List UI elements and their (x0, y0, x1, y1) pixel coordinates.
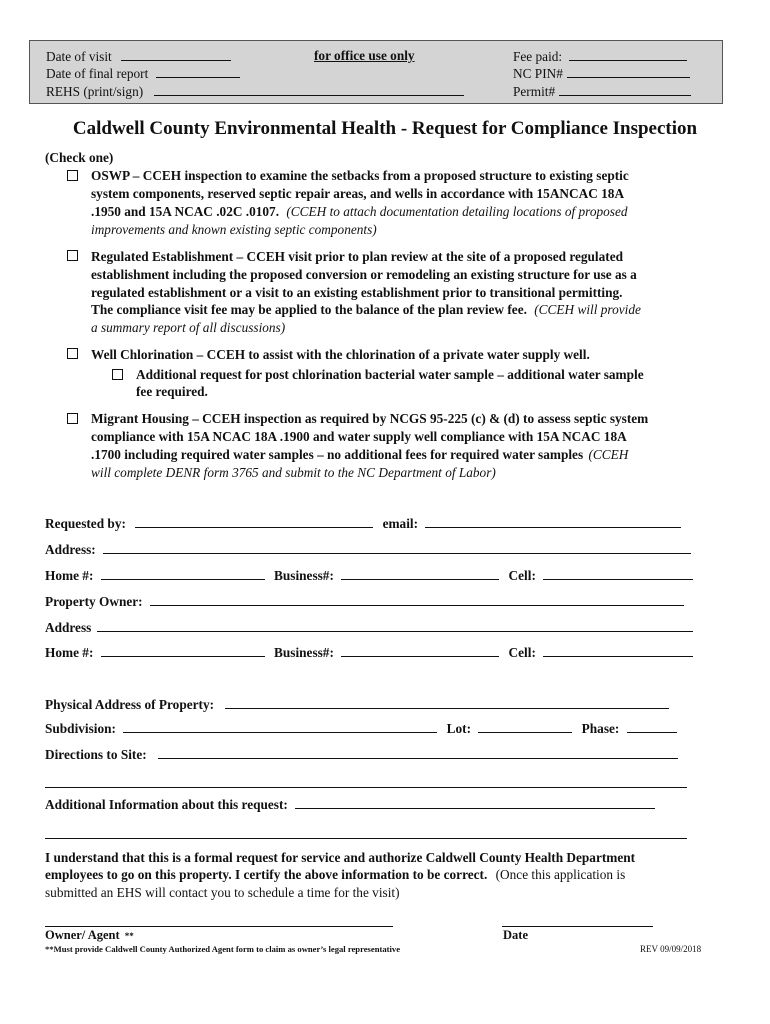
date-of-visit-label: Date of visit (46, 49, 112, 64)
date-signature-line[interactable] (502, 925, 653, 927)
nc-pin-label: NC PIN# (513, 66, 563, 81)
cell-label-1: Cell: (508, 568, 536, 583)
fee-paid-row (513, 49, 687, 65)
oswp-line-3 (91, 204, 628, 220)
additional-info-label: Additional Information about this request: (45, 797, 288, 812)
regulated-line-4 (91, 302, 641, 318)
owner-agent-footnote-mark: ** (124, 931, 134, 941)
subdivision-field[interactable] (123, 731, 437, 733)
migrant-line-4-note: will complete DENR form 3765 and submit to the NC Department of Labor) (91, 465, 496, 480)
migrant-line-3-note: (CCEH (588, 447, 629, 462)
home-field-2[interactable] (101, 655, 265, 657)
cell-field-1[interactable] (543, 578, 693, 580)
business-field-1[interactable] (341, 578, 499, 580)
email-field[interactable] (425, 526, 681, 528)
oswp-line-3-text: .1950 and 15A NCAC .02C .0107. (91, 204, 280, 219)
home-field-1[interactable] (101, 578, 265, 580)
address-row (45, 542, 691, 558)
requested-by-label: Requested by: (45, 516, 126, 531)
date-of-final-report-blank[interactable] (156, 76, 240, 78)
permit-blank[interactable] (559, 94, 691, 96)
statement-line-2-bold: employees to go on this property. I certify the above information to be correct. (45, 867, 488, 882)
statement-line-1: I understand that this is a formal request for service and authorize Caldwell County Health Department (45, 850, 636, 865)
additional-info-row (45, 797, 655, 813)
owner-agent-row (45, 928, 134, 943)
business-field-2[interactable] (341, 655, 499, 657)
regulated-line-5-note: a summary report of all discussions) (91, 320, 286, 335)
owner-address-label: Address (45, 620, 92, 635)
migrant-line-3 (91, 447, 628, 463)
oswp-line-3-note: (CCEH to attach documentation detailing locations of proposed (286, 204, 628, 219)
regulated-line-1: Regulated Establishment – CCEH visit prior to plan review at the site of a proposed regulated (91, 249, 623, 264)
bacterial-sample-checkbox[interactable] (112, 369, 123, 380)
cell-field-2[interactable] (543, 655, 693, 657)
directions-field[interactable] (158, 757, 678, 759)
date-of-visit-row (46, 49, 231, 65)
fee-paid-label: Fee paid: (513, 49, 563, 64)
physical-address-row (45, 697, 669, 713)
subdivision-label: Subdivision: (45, 721, 116, 736)
office-use-box (29, 40, 723, 104)
regulated-line-4-note: (CCEH will provide (534, 302, 641, 317)
fee-paid-blank[interactable] (569, 59, 687, 61)
oswp-line-2: system components, reserved septic repair areas, and wells in accordance with 15ANCAC 18A (91, 186, 625, 201)
oswp-line-1: OSWP – CCEH inspection to examine the setbacks from a proposed structure to existing septic (91, 168, 629, 183)
date-label: Date (503, 928, 528, 942)
address-label: Address: (45, 542, 96, 557)
oswp-checkbox[interactable] (67, 170, 78, 181)
form-title: Caldwell County Environmental Health - Request for Compliance Inspection (72, 118, 698, 139)
owner-agent-label: Owner/ Agent (45, 928, 120, 942)
property-owner-row (45, 594, 684, 610)
date-of-visit-blank[interactable] (121, 59, 231, 61)
well-sub-line-1: Additional request for post chlorination bacterial water sample – additional water sample (136, 367, 644, 382)
regulated-line-3: regulated establishment or a visit to an existing establishment prior to transitional permitting. (91, 285, 623, 300)
statement-line-2 (45, 867, 625, 883)
well-chlorination-checkbox[interactable] (67, 348, 78, 359)
permit-label: Permit# (513, 84, 556, 99)
regulated-line-2: establishment including the proposed conversion or remodeling an existing structure for use as a (91, 267, 637, 282)
regulated-line-4-text: The compliance visit fee may be applied to the balance of the plan review fee. (91, 302, 527, 317)
home-label-2: Home #: (45, 645, 94, 660)
phase-field[interactable] (627, 731, 677, 733)
directions-row (45, 747, 678, 763)
lot-label: Lot: (446, 721, 471, 736)
additional-info-field[interactable] (295, 807, 655, 809)
property-owner-field[interactable] (150, 604, 684, 606)
business-label-2: Business#: (274, 645, 334, 660)
directions-label: Directions to Site: (45, 747, 147, 762)
rehs-blank[interactable] (154, 94, 464, 96)
permit-row (513, 84, 691, 100)
physical-address-field[interactable] (225, 707, 669, 709)
check-one-label: (Check one) (45, 150, 114, 165)
well-sub-line-2: fee required. (136, 384, 208, 399)
owner-agent-signature-line[interactable] (45, 925, 393, 927)
phone-row-2 (45, 645, 693, 661)
property-owner-label: Property Owner: (45, 594, 143, 609)
statement-line-3: submitted an EHS will contact you to schedule a time for the visit) (45, 885, 400, 900)
phase-label: Phase: (581, 721, 620, 736)
oswp-line-4-note: improvements and known existing septic components) (91, 222, 377, 237)
physical-address-label: Physical Address of Property: (45, 697, 215, 712)
address-field[interactable] (103, 552, 691, 554)
nc-pin-row (513, 66, 690, 82)
owner-address-field[interactable] (97, 630, 693, 632)
lot-field[interactable] (478, 731, 572, 733)
migrant-housing-checkbox[interactable] (67, 413, 78, 424)
phone-row-1 (45, 568, 693, 584)
migrant-line-1: Migrant Housing – CCEH inspection as required by NCGS 95-225 (c) & (d) to assess septic system (91, 411, 649, 426)
requested-by-field[interactable] (135, 526, 373, 528)
requested-by-row (45, 516, 681, 532)
authorized-agent-footnote: **Must provide Caldwell County Authorized Agent form to claim as owner’s legal representative (45, 944, 401, 954)
date-of-final-report-row (46, 66, 240, 82)
well-line-1: Well Chlorination – CCEH to assist with the chlorination of a private water supply well. (91, 347, 590, 362)
statement-line-2-normal: (Once this application is (495, 867, 626, 882)
office-use-heading: for office use only (314, 48, 415, 63)
home-label-1: Home #: (45, 568, 94, 583)
migrant-line-3-text: .1700 including required water samples – no additional fees for required water samples (91, 447, 584, 462)
directions-field-line-2[interactable] (45, 786, 687, 788)
revision-date: REV 09/09/2018 (640, 944, 702, 954)
regulated-establishment-checkbox[interactable] (67, 250, 78, 261)
owner-address-row (45, 620, 693, 636)
rehs-row (46, 84, 464, 100)
rehs-label: REHS (print/sign) (46, 84, 144, 99)
business-label-1: Business#: (274, 568, 334, 583)
nc-pin-blank[interactable] (567, 76, 690, 78)
migrant-line-2: compliance with 15A NCAC 18A .1900 and water supply well compliance with 15A NCAC 18A (91, 429, 627, 444)
additional-info-field-line-2[interactable] (45, 837, 687, 839)
subdivision-row (45, 721, 677, 737)
date-of-final-report-label: Date of final report (46, 66, 149, 81)
cell-label-2: Cell: (508, 645, 536, 660)
email-label: email: (382, 516, 419, 531)
